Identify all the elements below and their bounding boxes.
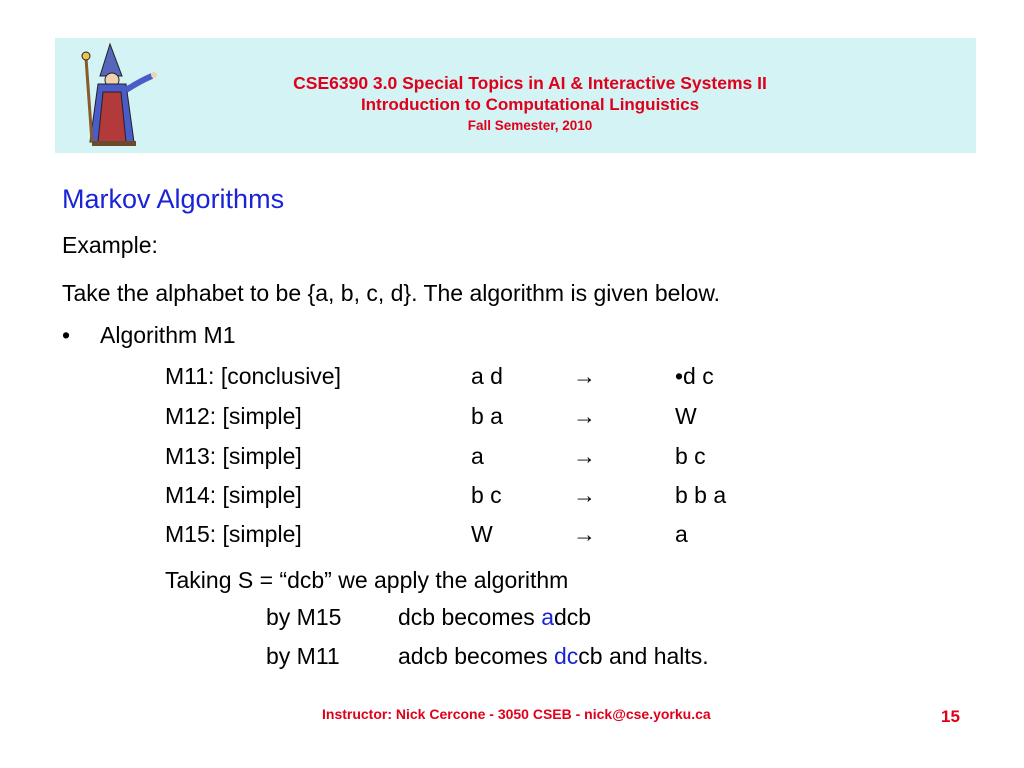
footer-instructor: Instructor: Nick Cercone - 3050 CSEB - nick@cse.yorku.ca <box>322 706 711 722</box>
rule-name: M13: [simple] <box>165 443 302 469</box>
rule-rhs: W <box>675 403 697 429</box>
step-highlight: dc <box>553 643 579 669</box>
bullet-marker: • <box>62 322 71 348</box>
step-after: cb and halts. <box>578 643 709 669</box>
step-highlight: a <box>541 604 554 630</box>
rule-rhs: b c <box>675 443 706 469</box>
step-rule: by M15 <box>266 604 342 630</box>
rule-rhs: a <box>675 521 688 547</box>
course-title: CSE6390 3.0 Special Topics in AI & Interactive Systems II <box>293 73 767 93</box>
step-rule: by M11 <box>266 643 340 669</box>
semester-label: Fall Semester, 2010 <box>467 118 593 133</box>
arrow-icon: → <box>573 482 596 508</box>
slide-title: Markov Algorithms <box>62 184 285 214</box>
intro-text: Take the alphabet to be {a, b, c, d}. The algorithm is given below. <box>62 280 721 306</box>
rule-lhs: b c <box>471 482 502 508</box>
step-before: dcb becomes <box>398 604 542 630</box>
example-label: Example: <box>62 232 158 258</box>
rule-name: M15: [simple] <box>165 521 302 547</box>
step-before: adcb becomes <box>398 643 554 669</box>
rule-lhs: a d <box>471 363 503 389</box>
arrow-icon: → <box>573 521 596 547</box>
page-number: 15 <box>941 707 960 726</box>
taking-text: Taking S = “dcb” we apply the algorithm <box>165 567 569 593</box>
rule-name: M11: [conclusive] <box>165 363 341 389</box>
arrow-icon: → <box>573 363 596 389</box>
arrow-icon: → <box>573 403 596 429</box>
wizard-logo-icon <box>72 42 162 150</box>
arrow-icon: → <box>573 443 596 469</box>
rule-rhs: •d c <box>675 363 714 389</box>
rule-name: M12: [simple] <box>165 403 302 429</box>
rule-lhs: W <box>471 521 493 547</box>
step-text <box>398 604 591 631</box>
rule-lhs: b a <box>471 403 503 429</box>
step-text <box>398 643 709 670</box>
rule-lhs: a <box>471 443 484 469</box>
rule-name: M14: [simple] <box>165 482 302 508</box>
algorithm-name: Algorithm M1 <box>100 322 236 348</box>
rule-rhs: b b a <box>675 482 727 508</box>
course-subtitle: Introduction to Computational Linguistics <box>360 95 700 114</box>
step-after: dcb <box>554 604 592 630</box>
